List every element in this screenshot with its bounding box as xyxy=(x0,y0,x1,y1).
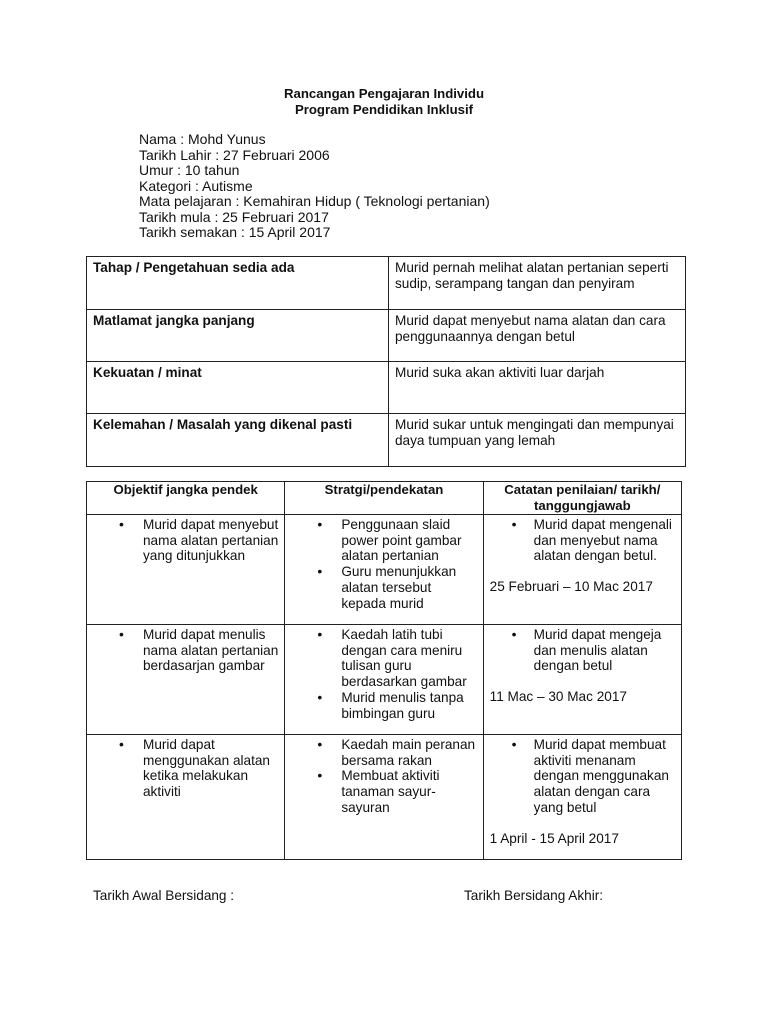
header-objective: Objektif jangka pendek xyxy=(87,482,285,515)
meeting-start-date-label: Tarikh Awal Bersidang : xyxy=(93,888,235,903)
student-birthdate: Tarikh Lahir : 27 Februari 2006 xyxy=(139,146,330,163)
student-info xyxy=(139,132,490,241)
student-age: Umur : 10 tahun xyxy=(139,162,240,178)
strategy-cell xyxy=(285,515,483,625)
plan-row xyxy=(87,515,682,625)
profile-row xyxy=(87,257,686,310)
assessment-date: 11 Mac – 30 Mac 2017 xyxy=(489,689,627,705)
student-name: Nama : Mohd Yunus xyxy=(139,131,266,147)
profile-table xyxy=(86,256,686,467)
objective-item: • Murid dapat menulis nama alatan pertanian berdasarjan gambar xyxy=(91,627,280,674)
assessment-cell xyxy=(483,515,681,625)
plan-row xyxy=(87,625,682,735)
assessment-cell xyxy=(483,735,681,860)
profile-row xyxy=(87,310,686,362)
document-subtitle: Program Pendidikan Inklusif xyxy=(294,102,474,117)
strategy-item: • Kaedah latih tubi dengan cara meniru tulisan guru berdasarkan gambar xyxy=(289,627,478,690)
start-date: Tarikh mula : 25 Februari 2017 xyxy=(139,208,329,225)
document-title: Rancangan Pengajaran Individu xyxy=(283,86,485,101)
plan-row xyxy=(87,735,682,860)
objective-cell xyxy=(87,625,285,735)
assessment-item: • Murid dapat mengenali dan menyebut nama alatan dengan betul. xyxy=(488,517,677,564)
strategy-cell xyxy=(285,735,483,860)
assessment-item: • Murid dapat mengeja dan menulis alatan dengan betul xyxy=(488,627,677,674)
review-date: Tarikh semakan : 15 April 2017 xyxy=(139,224,331,240)
assessment-item: • Murid dapat membuat aktiviti menanam dengan menggunakan alatan dengan cara yang betul xyxy=(488,737,677,816)
student-subject: Mata pelajaran : Kemahiran Hidup ( Teknologi pertanian) xyxy=(139,193,490,209)
assessment-date: 25 Februari – 10 Mac 2017 xyxy=(489,579,653,595)
strategy-item: • Guru menunjukkan alatan tersebut kepada murid xyxy=(289,564,478,611)
profile-value: Murid pernah melihat alatan pertanian seperti sudip, serampang tangan dan penyiram xyxy=(389,257,686,310)
strategy-item: • Penggunaan slaid power point gambar alatan pertanian xyxy=(289,517,478,564)
profile-row xyxy=(87,362,686,414)
profile-label: Tahap / Pengetahuan sedia ada xyxy=(87,257,389,310)
strategy-cell xyxy=(285,625,483,735)
profile-value: Murid sukar untuk mengingati dan mempunyai daya tumpuan yang lemah xyxy=(389,414,686,467)
plan-header-row xyxy=(87,482,682,515)
strategy-item: • Kaedah main peranan bersama rakan xyxy=(289,737,478,768)
profile-label: Kelemahan / Masalah yang dikenal pasti xyxy=(87,414,389,467)
profile-label: Matlamat jangka panjang xyxy=(87,310,389,362)
student-category: Kategori : Autisme xyxy=(139,177,253,194)
meeting-end-date-label: Tarikh Bersidang Akhir: xyxy=(464,888,604,903)
assessment-date: 1 April - 15 April 2017 xyxy=(489,830,619,846)
objective-cell xyxy=(87,735,285,860)
profile-label: Kekuatan / minat xyxy=(87,362,389,414)
strategy-item: • Murid menulis tanpa bimbingan guru xyxy=(289,690,478,721)
plan-table xyxy=(86,481,682,860)
profile-value: Murid suka akan aktiviti luar darjah xyxy=(389,362,686,414)
header-strategy: Stratgi/pendekatan xyxy=(285,482,483,515)
objective-cell xyxy=(87,515,285,625)
strategy-item: • Membuat aktiviti tanaman sayur-sayuran xyxy=(289,768,478,815)
assessment-cell xyxy=(483,625,681,735)
profile-value: Murid dapat menyebut nama alatan dan cara penggunaannya dengan betul xyxy=(389,310,686,362)
objective-item: • Murid dapat menyebut nama alatan pertanian yang ditunjukkan xyxy=(91,517,280,564)
header-assessment: Catatan penilaian/ tarikh/ tanggungjawab xyxy=(483,482,681,515)
profile-row xyxy=(87,414,686,467)
objective-item: • Murid dapat menggunakan alatan ketika melakukan aktiviti xyxy=(91,737,280,800)
